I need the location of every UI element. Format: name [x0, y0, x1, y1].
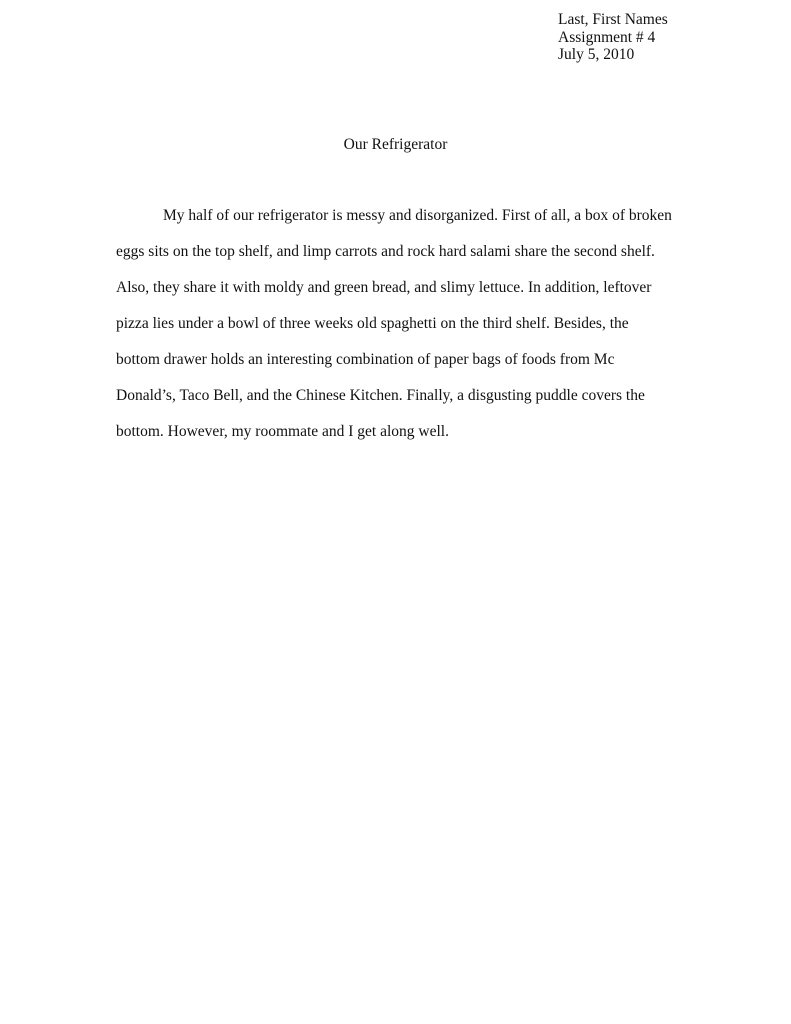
assignment-date: July 5, 2010 — [558, 46, 635, 63]
paragraph-line: bottom. However, my roommate and I get along well. — [116, 423, 449, 440]
paragraph-line: pizza lies under a bowl of three weeks old spaghetti on the third shelf. Besides, the — [116, 315, 629, 332]
assignment-number: Assignment # 4 — [558, 28, 656, 46]
essay-title: Our Refrigerator — [343, 136, 448, 153]
student-name: Last, First Names — [558, 11, 668, 28]
paragraph-line: eggs sits on the top shelf, and limp carrots and rock hard salami share the second shelf. — [116, 243, 655, 260]
paragraph-line: Donald’s, Taco Bell, and the Chinese Kitchen. Finally, a disgusting puddle covers the — [116, 387, 645, 404]
paragraph-line: bottom drawer holds an interesting combination of paper bags of foods from Mc — [116, 351, 615, 368]
essay-paragraph — [116, 205, 672, 457]
heading-block — [558, 11, 668, 64]
paragraph-line: Also, they share it with moldy and green bread, and slimy lettuce. In addition, leftover — [116, 279, 652, 296]
paragraph-line: My half of our refrigerator is messy and disorganized. First of all, a box of broken — [163, 207, 672, 224]
